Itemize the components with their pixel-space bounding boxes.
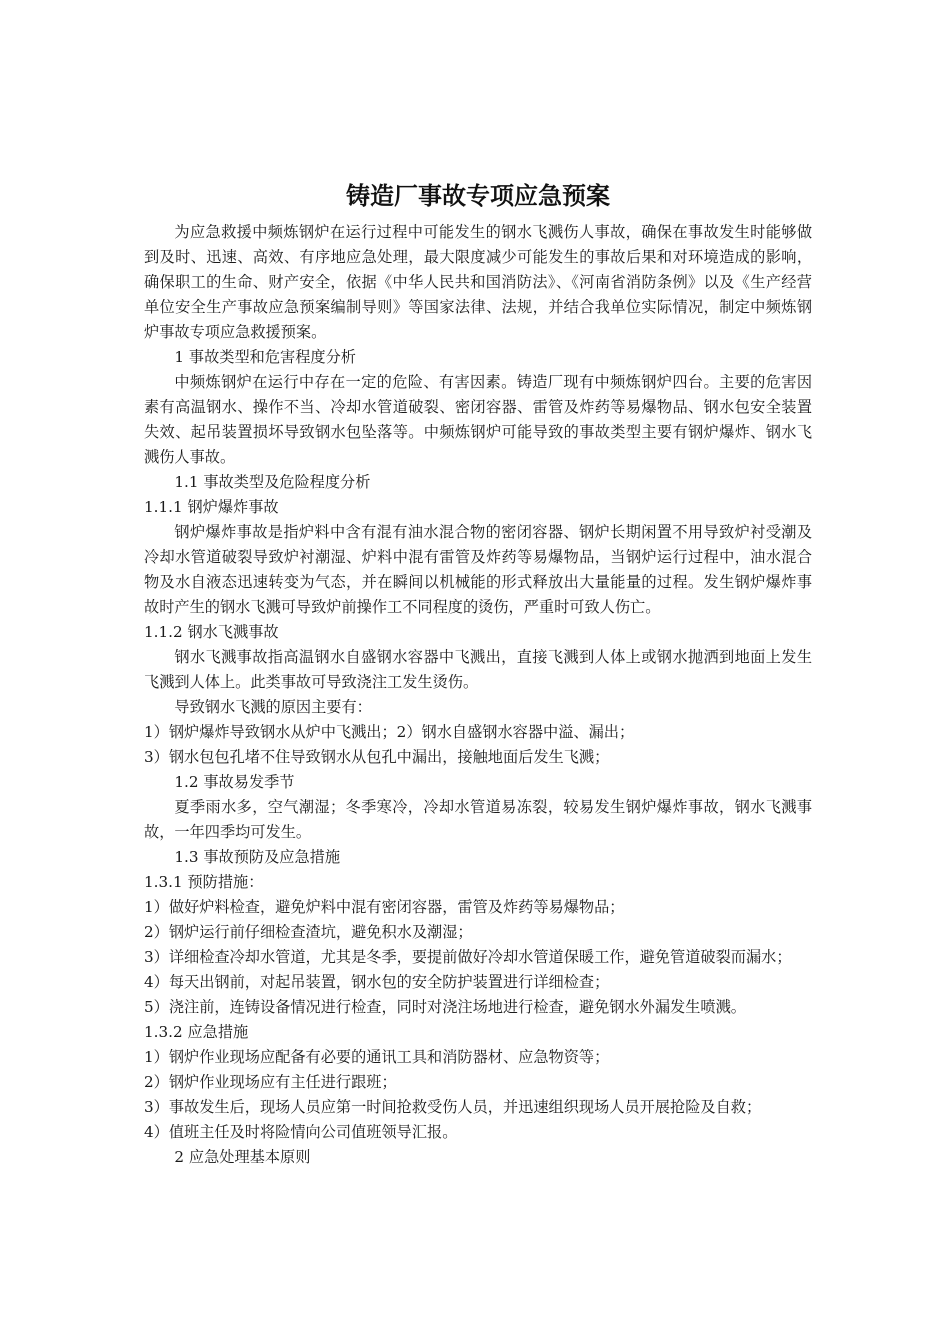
prevention-item: 1）做好炉料检查，避免炉料中混有密闭容器，雷管及炸药等易爆物品； (144, 898, 625, 916)
section-1-1-2-body: 钢水飞溅事故指高温钢水自盛钢水容器中飞溅出，直接飞溅到人体上或钢水抛洒到地面上发生飞溅到人体上。此类事故可导致浇注工发生烫伤。 (144, 648, 812, 691)
section-1-body: 中频炼钢炉在运行中存在一定的危险、有害因素。铸造厂现有中频炼钢炉四台。主要的危害因素有高温钢水、操作不当、冷却水管道破裂、密闭容器、雷管及炸药等易爆物品、钢水包安全装置失效、起吊装置损坏导致钢水包坠落等。中频炼钢炉可能导致的事故类型主要有钢炉爆炸、钢水飞溅伤人事故。 (144, 373, 812, 466)
section-1-3-heading: 1.3 事故预防及应急措施 (174, 848, 341, 866)
prevention-item: 4）每天出钢前，对起吊装置，钢水包的安全防护装置进行详细检查； (144, 973, 610, 991)
emergency-item: 3）事故发生后，现场人员应第一时间抢救受伤人员，并迅速组织现场人员开展抢险及自救； (144, 1098, 762, 1116)
causes-line-1: 1）钢炉爆炸导致钢水从炉中飞溅出；2）钢水自盛钢水容器中溢、漏出； (144, 723, 635, 741)
section-2-heading: 2 应急处理基本原则 (174, 1148, 311, 1166)
section-1-3-2-heading: 1.3.2 应急措施 (144, 1023, 249, 1041)
section-1-1-1-body: 钢炉爆炸事故是指炉料中含有混有油水混合物的密闭容器、钢炉长期闲置不用导致炉衬受潮及冷却水管道破裂导致炉衬潮湿、炉料中混有雷管及炸药等易爆物品，当钢炉运行过程中，油水混合物及水自液态迅速转变为气态，并在瞬间以机械能的形式释放出大量能量的过程。发生钢炉爆炸事故时产生的钢水飞溅可导致炉前操作工不同程度的烫伤，严重时可致人伤亡。 (144, 523, 812, 616)
document-title: 铸造厂事故专项应急预案 (346, 182, 610, 210)
section-1-1-1-heading: 1.1.1 钢炉爆炸事故 (144, 498, 279, 516)
prevention-item: 3）详细检查冷却水管道，尤其是冬季，要提前做好冷却水管道保暖工作，避免管道破裂而漏水； (144, 948, 792, 966)
prevention-item: 5）浇注前，连铸设备情况进行检查，同时对浇注场地进行检查，避免钢水外漏发生喷溅。 (144, 998, 746, 1016)
intro-paragraph: 为应急救援中频炼钢炉在运行过程中可能发生的钢水飞溅伤人事故，确保在事故发生时能够做到及时、迅速、高效、有序地应急处理，最大限度减少可能发生的事故后果和对环境造成的影响，确保职工的生命、财产安全，依据《中华人民共和国消防法》、《河南省消防条例》以及《生产经营单位安全生产事故应急预案编制导则》等国家法律、法规，并结合我单位实际情况，制定中频炼钢炉事故专项应急救援预案。 (144, 223, 812, 341)
section-1-heading: 1 事故类型和危害程度分析 (174, 348, 356, 366)
emergency-item: 2）钢炉作业现场应有主任进行跟班； (144, 1073, 397, 1091)
causes-intro: 导致钢水飞溅的原因主要有： (174, 698, 372, 716)
prevention-item: 2）钢炉运行前仔细检查渣坑，避免积水及潮湿； (144, 923, 473, 941)
emergency-item: 1）钢炉作业现场应配备有必要的通讯工具和消防器材、应急物资等； (144, 1048, 610, 1066)
section-1-1-heading: 1.1 事故类型及危险程度分析 (174, 473, 371, 491)
section-1-2-body: 夏季雨水多，空气潮湿；冬季寒冷，冷却水管道易冻裂，较易发生钢炉爆炸事故，钢水飞溅事故，一年四季均可发生。 (144, 798, 812, 841)
section-1-1-2-heading: 1.1.2 钢水飞溅事故 (144, 623, 279, 641)
section-1-2-heading: 1.2 事故易发季节 (174, 773, 295, 791)
causes-line-2: 3）钢水包包孔堵不住导致钢水从包孔中漏出，接触地面后发生飞溅； (144, 748, 610, 766)
document-content (144, 178, 812, 1170)
section-1-3-1-heading: 1.3.1 预防措施： (144, 873, 264, 891)
emergency-item: 4）值班主任及时将险情向公司值班领导汇报。 (144, 1123, 458, 1141)
